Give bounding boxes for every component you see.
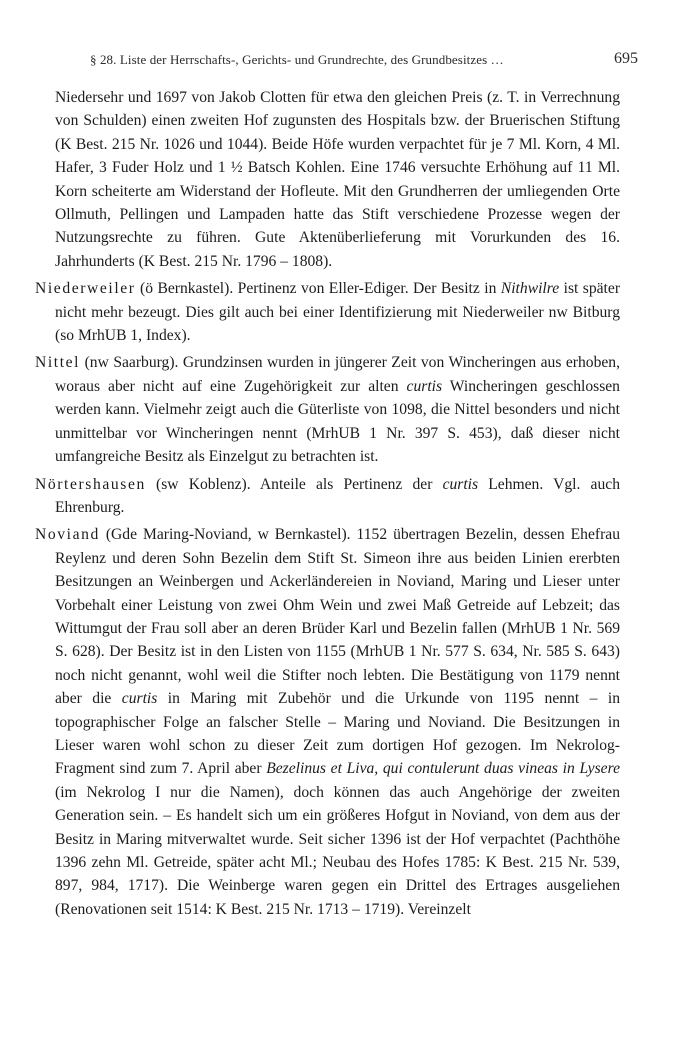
italic-term: curtis xyxy=(442,475,479,493)
running-header xyxy=(60,52,642,76)
text-run: Lehmen. Vgl. auch Ehrenburg. xyxy=(55,475,620,516)
text-run: (im Nekrolog I nur die Namen), doch können das auch Angehörige der zweiten Generation sein. – Es handelt sich um ein größeres Hofgut in Noviand, von dem aus der Besitz in Maring mitverwaltet wurde. Seit sicher 1396 ist der Hof verpachtet (Pachthöhe 1396 zehn Ml. Getreide, später acht Ml.; Neubau des Hofes 1785: K Best. 215 Nr. 539, 897, 984, 1717). Die Weinberge waren gegen ein Drittel des Ertrages ausgeliehen (Renovationen seit 1514: K Best. 215 Nr. 1713 – 1719). Vereinzelt xyxy=(55,783,620,918)
running-title: § 28. Liste der Herrschafts-, Gerichts- und Grundrechte, des Grundbesitzes … xyxy=(90,52,504,67)
text-run: Niedersehr und 1697 von Jakob Clotten für etwa den gleichen Preis (z. T. in Verrechnung von Schulden) einen zweiten Hof zugunsten des Hospitals bzw. der Bruerischen Stiftung (K Best. 215 Nr. 1026 und 1044). Beide Höfe wurden verpachtet für je 7 Ml. Korn, 4 Ml. Hafer, 3 Fuder Holz und 1 ½ Batsch Kohlen. Eine 1746 versuchte Erhöhung auf 11 Ml. Korn scheiterte am Widerstand der Hofleute. Mit den Grundherren der umliegenden Orte Ollmuth, Pellingen und Lampaden hatte das Stift verschiedene Prozesse wegen der Nutzungsrechte zu führen. Gute Aktenüberlieferung mit Vorurkunden des 16. Jahrhunderts (K Best. 215 Nr. 1796 – 1808). xyxy=(55,89,620,270)
entry-headword: Noviand xyxy=(35,526,100,544)
entry-paragraph xyxy=(35,523,620,921)
entry-paragraph xyxy=(35,473,620,520)
text-run: (nw Saarburg). Grundzinsen wurden in jüngerer Zeit von Wincheringen aus erhoben, woraus aber nicht auf eine Zugehörigkeit zur alten xyxy=(55,354,620,395)
text-run: Wincheringen geschlossen werden kann. Vielmehr zeigt auch die Güterliste von 1098, die Nittel besonders und nicht unmittelbar vor Wincheringen nennt (MrhUB 1 Nr. 397 S. 453), daß dieser nicht umfangreiche Besitz als Einzelgut zu betrachten ist. xyxy=(55,377,620,466)
text-run: ist später nicht mehr bezeugt. Dies gilt auch bei einer Identifizierung mit Niederweiler nw Bitburg (so MrhUB 1, Index). xyxy=(55,280,621,345)
text-run: (Gde Maring-Noviand, w Bernkastel). 1152 übertragen Bezelin, dessen Ehefrau Reylenz und deren Sohn Bezelin dem Stift St. Simeon ihre aus beiden Linien ererbten Besitzungen an Weinbergen und Ackerländereien in Noviand, Maring und Lieser unter Vorbehalt einer Leistung von zwei Ohm Wein und zwei Maß Getreide auf Lebzeit; das Wittumgut der Frau soll aber an deren Brüder Karl und Bezelin fallen (MrhUB 1 Nr. 569 S. 628). Der Besitz ist in den Listen von 1155 (MrhUB 1 Nr. 577 S. 634, Nr. 585 S. 643) noch nicht genannt, wohl weil die Stifter noch lebten. Die Bestätigung von 1179 nennt aber die xyxy=(55,526,620,708)
entry-paragraph xyxy=(35,351,620,468)
entry-headword: Nittel xyxy=(35,354,81,372)
italic-term: curtis xyxy=(406,377,443,395)
entry-headword: Nörtershausen xyxy=(35,475,146,493)
body-text xyxy=(35,86,620,925)
text-run: (ö Bernkastel). Pertinenz von Eller-Ediger. Der Besitz in xyxy=(135,280,501,298)
page-number: 695 xyxy=(614,50,638,67)
continued-paragraph xyxy=(35,86,620,273)
italic-term: Bezelinus et Liva, qui contulerunt duas vineas in Lysere xyxy=(266,760,620,778)
italic-term: curtis xyxy=(121,690,158,708)
italic-term: Nithwilre xyxy=(500,280,560,298)
text-run: in Maring mit Zubehör und die Urkunde von 1195 nennt – in topographischer Folge an falscher Stelle – Maring und Noviand. Die Besitzungen in Lieser waren wohl schon zu dieser Zeit zum dortigen Hof gezogen. Im Nekrolog-Fragment sind zum 7. April aber xyxy=(55,690,620,778)
entry-paragraph xyxy=(35,277,620,347)
entry-headword: Niederweiler xyxy=(35,280,136,298)
text-run: (sw Koblenz). Anteile als Pertinenz der xyxy=(145,475,443,493)
